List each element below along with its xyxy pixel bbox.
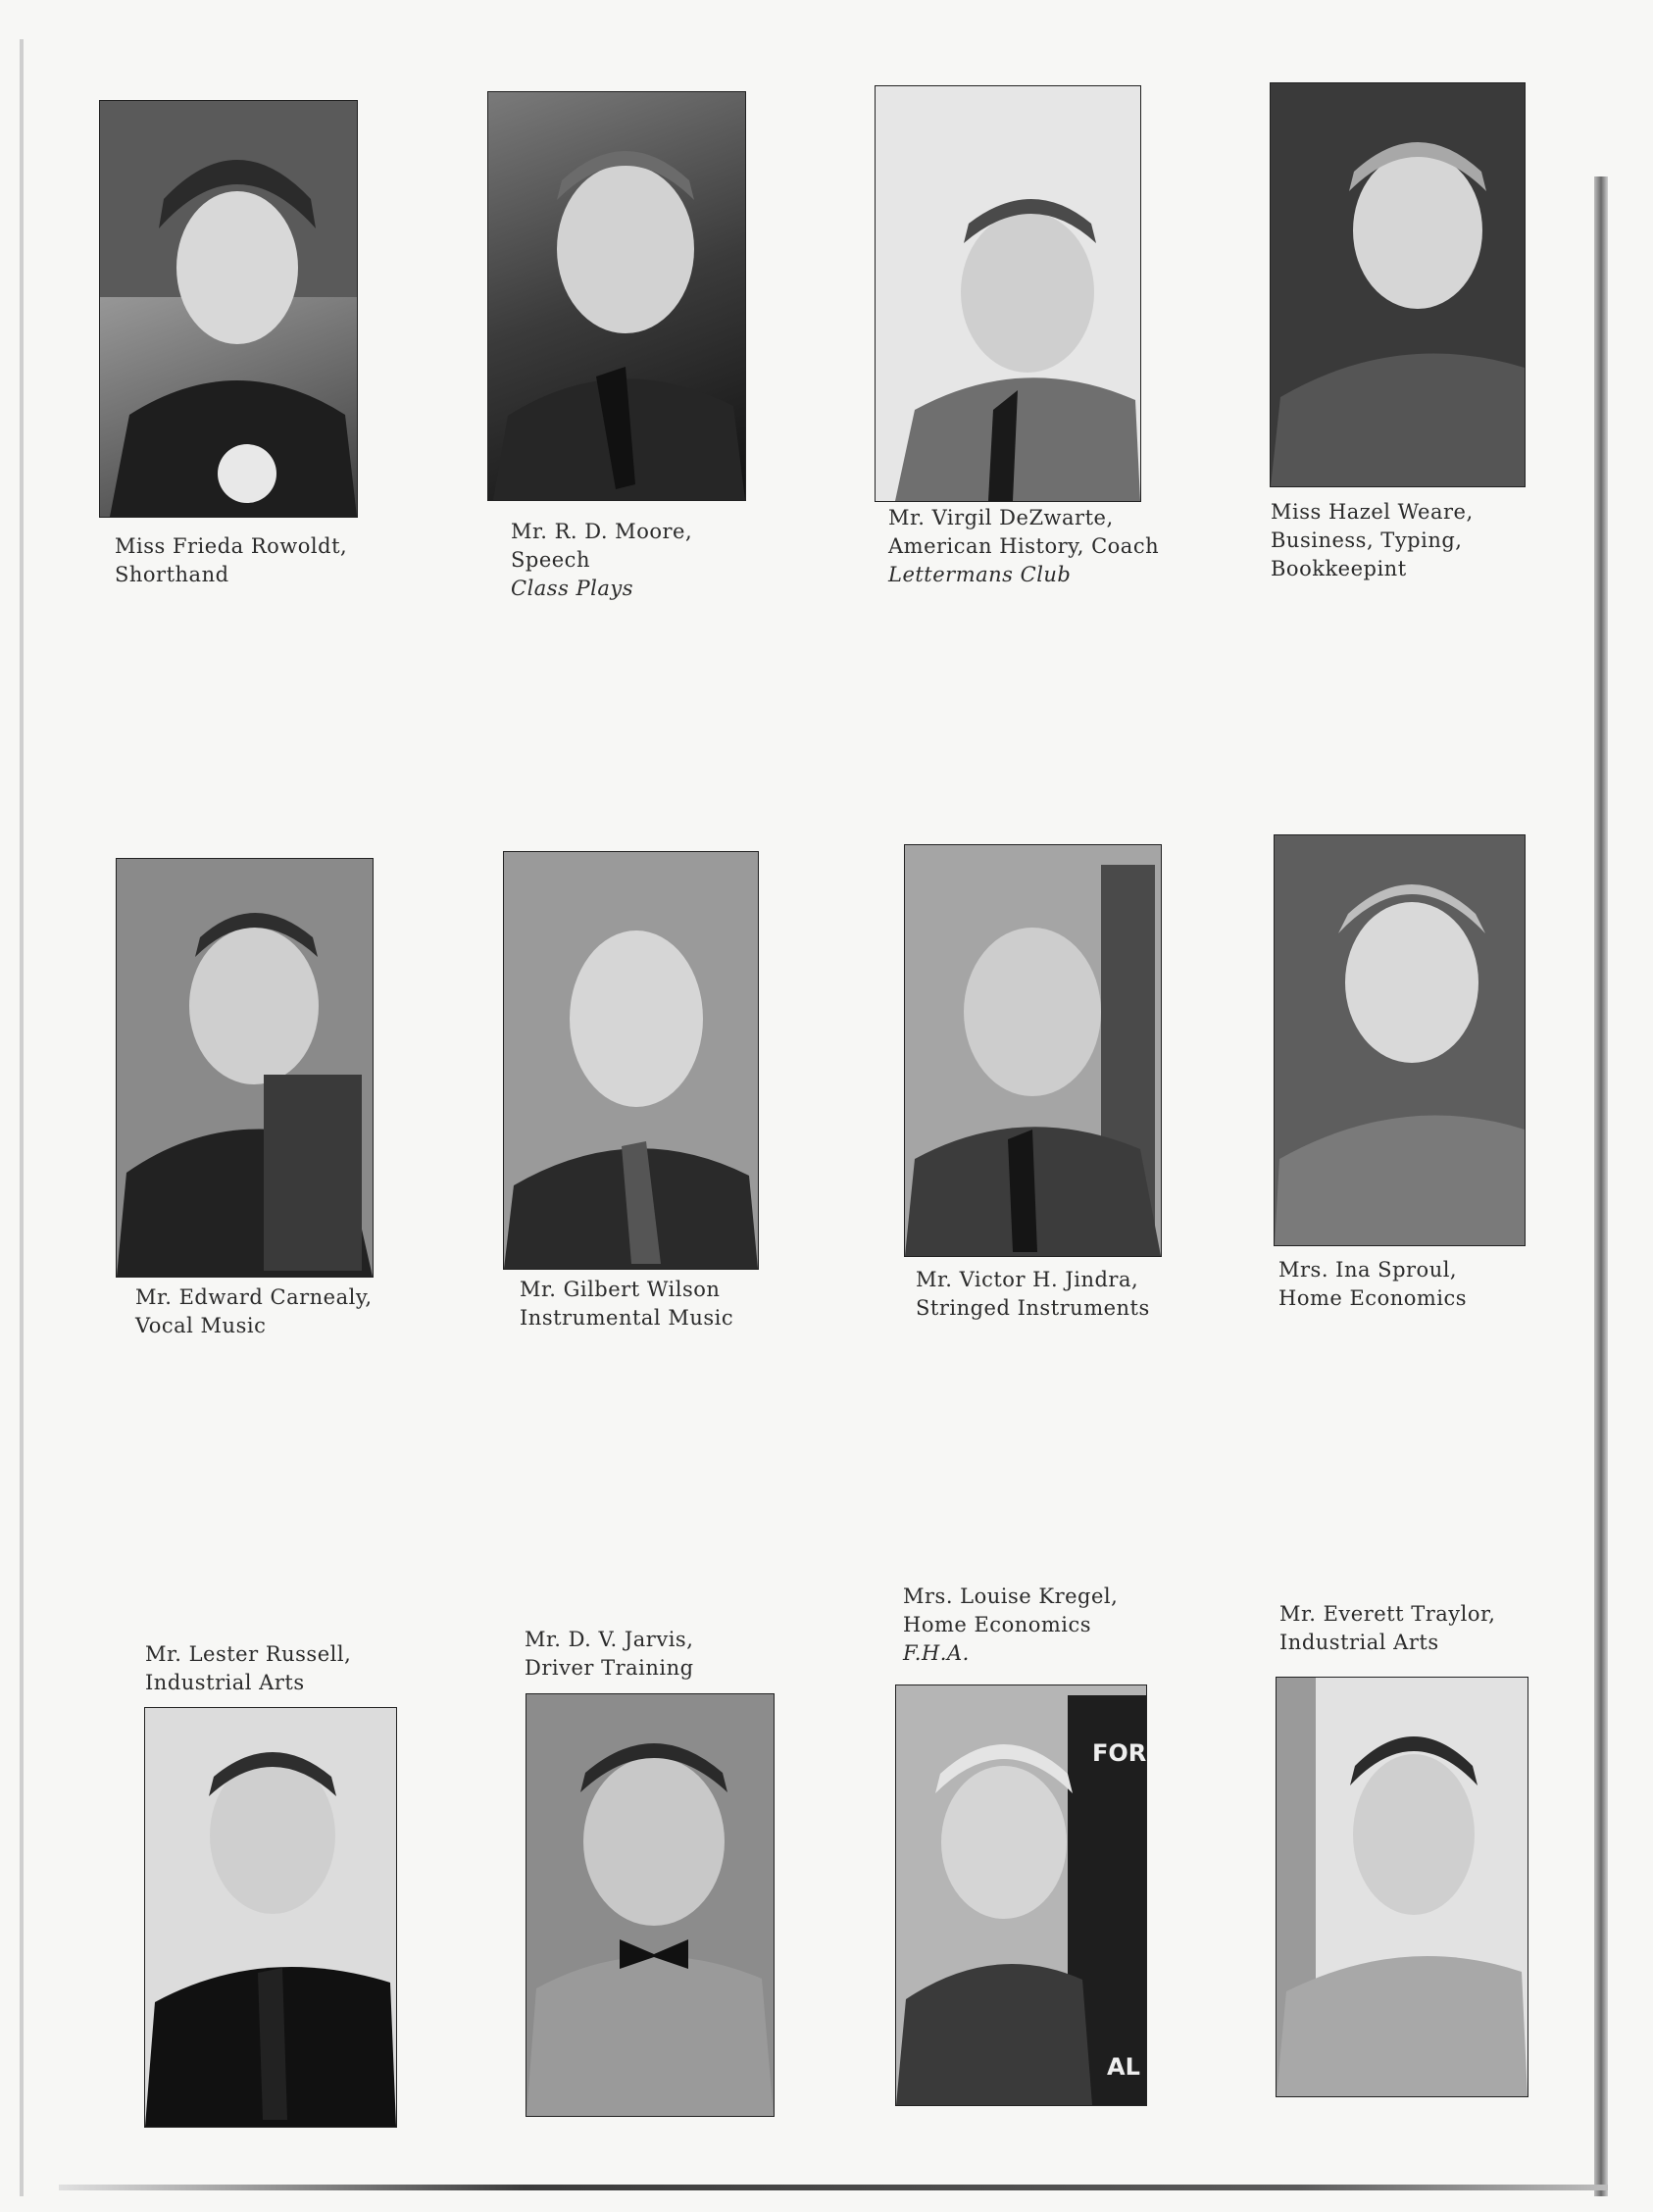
caption-name: Mrs. Louise Kregel,: [903, 1584, 1119, 1608]
portrait-traylor: [1276, 1677, 1528, 2097]
caption-subject: Industrial Arts: [1279, 1631, 1439, 1654]
caption-rowoldt: [115, 532, 347, 589]
portrait-wilson: [503, 851, 759, 1270]
caption-name: Mr. Edward Carnealy,: [135, 1285, 373, 1309]
caption-subject: Instrumental Music: [520, 1306, 734, 1330]
caption-name: Mr. Virgil DeZwarte,: [888, 506, 1114, 529]
caption-activity: Class Plays: [511, 577, 634, 600]
portrait-moore: [487, 91, 746, 501]
caption-sproul: [1278, 1256, 1467, 1313]
page-edge-left: [20, 39, 24, 2196]
caption-moore: [511, 518, 692, 603]
portrait-russell: [144, 1707, 397, 2128]
caption-kregel: [903, 1583, 1118, 1668]
caption-name: Mrs. Ina Sproul,: [1278, 1258, 1458, 1282]
caption-name: Mr. Victor H. Jindra,: [916, 1268, 1139, 1291]
caption-wilson: [520, 1276, 733, 1332]
caption-name: Mr. D. V. Jarvis,: [525, 1628, 694, 1651]
caption-name: Mr. Everett Traylor,: [1279, 1602, 1496, 1626]
photo-sign-text-top: FOR: [1092, 1739, 1147, 1767]
caption-subject: Industrial Arts: [145, 1671, 305, 1694]
caption-name: Mr. Gilbert Wilson: [520, 1278, 721, 1301]
caption-name: Miss Hazel Weare,: [1271, 500, 1474, 524]
caption-activity: Lettermans Club: [888, 563, 1072, 586]
caption-subject: American History, Coach: [888, 534, 1160, 558]
caption-subject-2: Bookkeepint: [1271, 557, 1407, 580]
portrait-kregel: [895, 1684, 1147, 2106]
caption-subject: Driver Training: [525, 1656, 694, 1680]
caption-subject: Vocal Music: [135, 1314, 267, 1337]
portrait-dezwarte: [875, 85, 1141, 502]
portrait-carnealy: [116, 858, 374, 1278]
caption-subject: Speech: [511, 548, 590, 572]
portrait-jindra: [904, 844, 1162, 1257]
caption-jarvis: [525, 1626, 694, 1683]
caption-carnealy: [135, 1283, 373, 1340]
caption-subject: Stringed Instruments: [916, 1296, 1150, 1320]
portrait-jarvis: [526, 1693, 775, 2117]
caption-russell: [145, 1640, 351, 1697]
caption-subject: Business, Typing,: [1271, 528, 1463, 552]
caption-name: Miss Frieda Rowoldt,: [115, 534, 348, 558]
caption-traylor: [1279, 1600, 1495, 1657]
caption-subject: Home Economics: [1278, 1286, 1468, 1310]
portrait-sproul: [1274, 834, 1526, 1246]
photo-sign-text-bottom: AL: [1107, 2053, 1140, 2081]
caption-activity: F.H.A.: [903, 1641, 970, 1665]
portrait-weare: [1270, 82, 1526, 487]
caption-name: Mr. Lester Russell,: [145, 1642, 352, 1666]
page-edge-bottom: [59, 2185, 1608, 2190]
caption-name: Mr. R. D. Moore,: [511, 520, 693, 543]
page-edge-right: [1594, 176, 1608, 2196]
caption-subject: Shorthand: [115, 563, 229, 586]
portrait-rowoldt: [99, 100, 358, 518]
caption-jindra: [916, 1266, 1150, 1323]
caption-dezwarte: [888, 504, 1159, 589]
caption-weare: [1271, 498, 1474, 583]
caption-subject: Home Economics: [903, 1613, 1092, 1636]
